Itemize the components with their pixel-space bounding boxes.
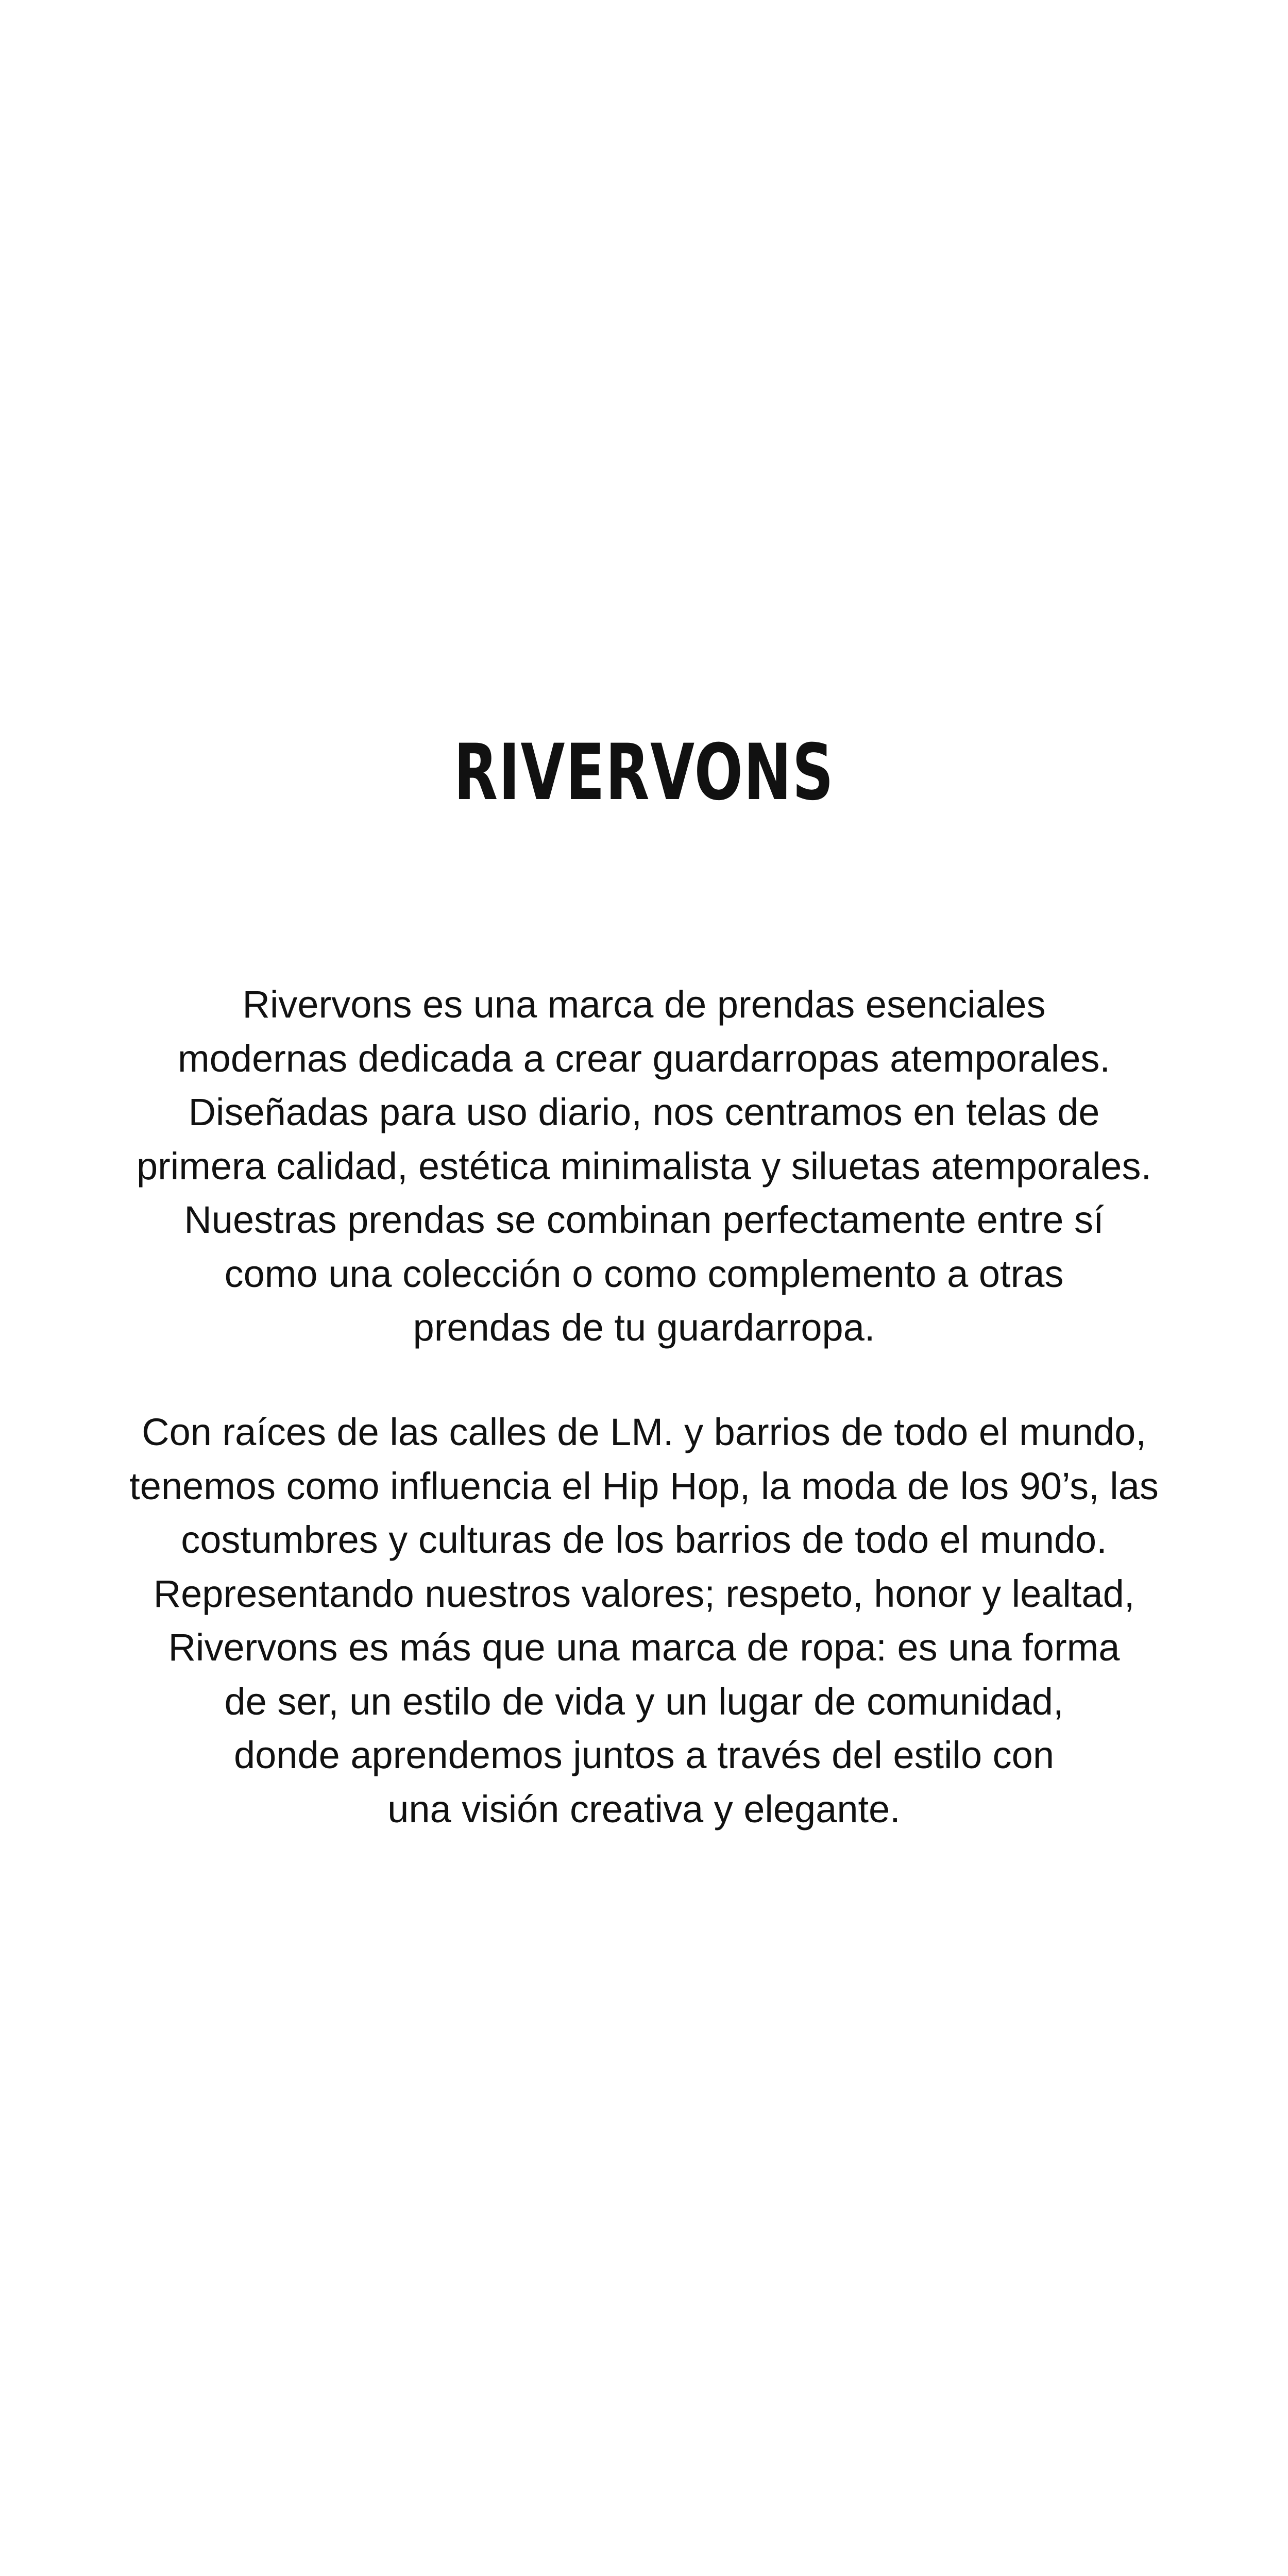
paragraph-line: primera calidad, estética minimalista y siluetas atemporales. — [136, 1144, 1152, 1188]
paragraph-line: donde aprendemos juntos a través del estilo con — [233, 1734, 1054, 1776]
paragraph-line: modernas dedicada a crear guardarropas atemporales. — [178, 1037, 1110, 1080]
paragraph-line: Representando nuestros valores; respeto, honor y lealtad, — [153, 1572, 1135, 1615]
paragraph-line: prendas de tu guardarropa. — [413, 1306, 875, 1349]
paragraph-line: Rivervons es una marca de prendas esenciales — [242, 983, 1046, 1026]
paragraph-line: de ser, un estilo de vida y un lugar de comunidad, — [224, 1680, 1064, 1723]
paragraph-line: Rivervons es más que una marca de ropa: es una forma — [168, 1626, 1120, 1669]
paragraph-line: como una colección o como complemento a otras — [224, 1252, 1064, 1295]
paragraph-line: Diseñadas para uso diario, nos centramos en telas de — [188, 1091, 1100, 1133]
paragraph-line: costumbres y culturas de los barrios de todo el mundo. — [181, 1518, 1107, 1561]
paragraph-line: Nuestras prendas se combinan perfectamente entre sí — [184, 1198, 1104, 1241]
about-paragraph-1 — [0, 978, 1288, 1355]
paragraph-line: tenemos como influencia el Hip Hop, la moda de los 90’s, las — [129, 1464, 1159, 1507]
paragraph-line: una visión creativa y elegante. — [387, 1787, 901, 1831]
brand-title: RIVERVONS — [453, 728, 835, 818]
about-paragraph-2 — [0, 1405, 1288, 1836]
paragraph-line: Con raíces de las calles de LM. y barrios de todo el mundo, — [142, 1411, 1146, 1453]
